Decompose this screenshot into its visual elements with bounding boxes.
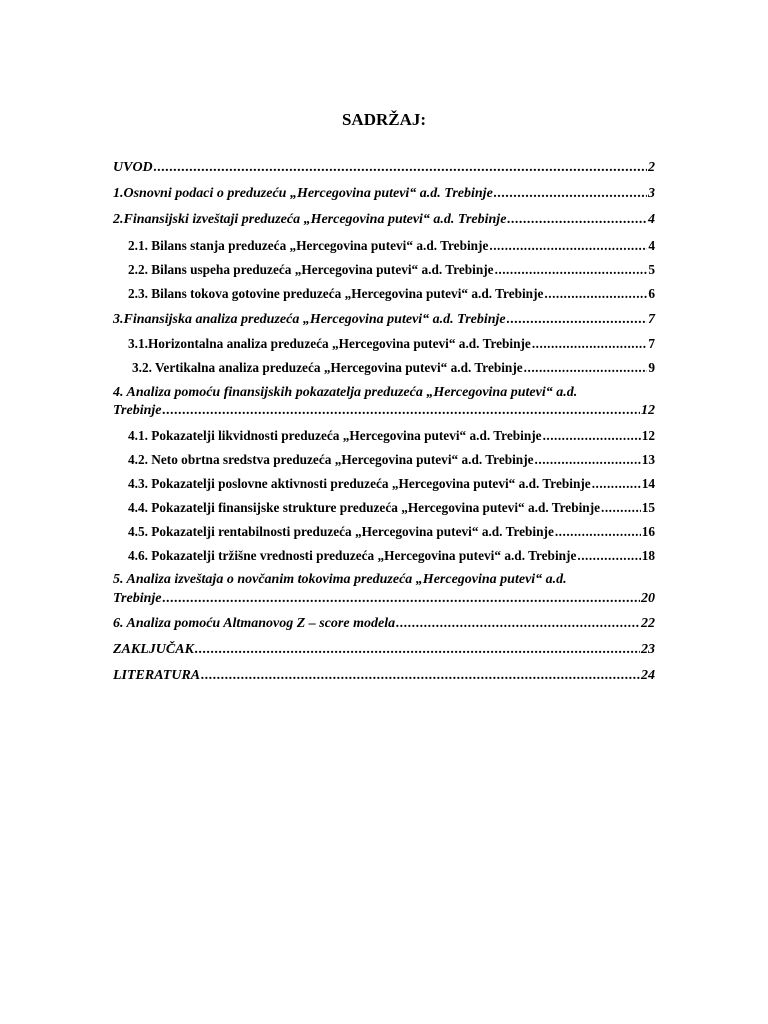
toc-leader-dots	[601, 499, 641, 517]
toc-entry-page: 7	[648, 312, 655, 327]
toc-entry-page: 23	[641, 642, 655, 657]
toc-leader-dots	[532, 335, 648, 353]
toc-entry-title: 4.3. Pokazatelji poslovne aktivnosti preduzeća „Hercegovina putevi“ a.d. Trebinje	[128, 476, 591, 491]
toc-entry-4-2[interactable]	[128, 451, 655, 469]
toc-entry-title: 4.2. Neto obrtna sredstva preduzeća „Hercegovina putevi“ a.d. Trebinje	[128, 452, 534, 467]
toc-entry-title: 4.4. Pokazatelji finansijske strukture preduzeća „Hercegovina putevi“ a.d. Trebinje	[128, 500, 601, 515]
page-title: SADRŽAJ:	[341, 110, 427, 129]
toc-entry-literatura[interactable]	[113, 667, 655, 685]
toc-leader-dots	[396, 615, 640, 633]
toc-entry-page: 15	[641, 500, 655, 515]
toc-entry-5-title-line1[interactable]: 5. Analiza izveštaja o novčanim tokovima preduzeća „Hercegovina putevi“ a.d.	[113, 572, 567, 587]
toc-entry-page: 22	[641, 616, 655, 631]
toc-leader-dots	[201, 667, 640, 685]
toc-entry-3[interactable]	[113, 311, 655, 329]
toc-entry-page: 12	[641, 403, 655, 418]
toc-entry-page: 13	[641, 452, 655, 467]
toc-entry-title: Trebinje	[113, 403, 162, 418]
toc-leader-dots	[162, 402, 640, 420]
toc-entry-5[interactable]	[113, 590, 655, 608]
toc-entry-2-2[interactable]	[128, 261, 655, 279]
toc-entry-title: 4.5. Pokazatelji rentabilnosti preduzeća „Hercegovina putevi“ a.d. Trebinje	[128, 524, 554, 539]
toc-entry-title: 2.Finansijski izveštaji preduzeća „Hercegovina putevi“ a.d. Trebinje	[113, 212, 507, 227]
toc-leader-dots	[544, 285, 647, 303]
toc-leader-dots	[507, 311, 647, 329]
toc-entry-4-title-line1[interactable]: 4. Analiza pomoću finansijskih pokazatelja preduzeća „Hercegovina putevi“ a.d.	[113, 385, 578, 400]
toc-entry-page: 24	[641, 668, 655, 683]
toc-leader-dots	[507, 211, 647, 229]
toc-leader-dots	[494, 185, 647, 203]
toc-entry-4-6[interactable]	[128, 547, 655, 565]
toc-leader-dots	[154, 159, 647, 177]
toc-entry-6[interactable]	[113, 615, 655, 633]
toc-leader-dots	[195, 641, 640, 659]
toc-leader-dots	[543, 427, 641, 445]
toc-entry-page: 18	[641, 548, 655, 563]
toc-entry-4-5[interactable]	[128, 523, 655, 541]
toc-entry-title: 4.6. Pokazatelji tržišne vrednosti preduzeća „Hercegovina putevi“ a.d. Trebinje	[128, 548, 577, 563]
toc-entry-page: 14	[641, 476, 655, 491]
toc-entry-4-3[interactable]	[128, 475, 655, 493]
toc-entry-3-2[interactable]	[132, 359, 655, 377]
toc-entry-title: 3.1.Horizontalna analiza preduzeća „Hercegovina putevi“ a.d. Trebinje	[128, 336, 531, 351]
toc-entry-4-4[interactable]	[128, 499, 655, 517]
toc-entry-2-1[interactable]	[128, 237, 655, 255]
toc-entry-title: 4.1. Pokazatelji likvidnosti preduzeća „Hercegovina putevi“ a.d. Trebinje	[128, 428, 542, 443]
toc-entry-page: 2	[648, 160, 655, 175]
toc-entry-1[interactable]	[113, 185, 655, 203]
toc-entry-title: 2.3. Bilans tokova gotovine preduzeća „Hercegovina putevi“ a.d. Trebinje	[128, 286, 544, 301]
toc-entry-title: 2.2. Bilans uspeha preduzeća „Hercegovina putevi“ a.d. Trebinje	[128, 262, 494, 277]
toc-entry-4-1[interactable]	[128, 427, 655, 445]
toc-entry-page: 6	[648, 286, 655, 301]
toc-entry-zakljucak[interactable]	[113, 641, 655, 659]
toc-leader-dots	[592, 475, 641, 493]
toc-leader-dots	[495, 261, 648, 279]
toc-entry-page: 4	[648, 212, 655, 227]
toc-entry-2-3[interactable]	[128, 285, 655, 303]
toc-entry-title: LITERATURA	[113, 668, 201, 683]
toc-leader-dots	[524, 359, 648, 377]
toc-leader-dots	[489, 237, 647, 255]
toc-entry-uvod[interactable]	[113, 159, 655, 177]
toc-entry-title: 1.Osnovni podaci o preduzeću „Hercegovina putevi“ a.d. Trebinje	[113, 186, 493, 201]
toc-leader-dots	[555, 523, 641, 541]
toc-entry-page: 5	[648, 262, 655, 277]
toc-entry-title: 2.1. Bilans stanja preduzeća „Hercegovina putevi“ a.d. Trebinje	[128, 238, 489, 253]
toc-entry-page: 3	[648, 186, 655, 201]
toc-entry-page: 7	[648, 336, 655, 351]
toc-leader-dots	[535, 451, 641, 469]
toc-leader-dots	[577, 547, 640, 565]
toc-entry-4[interactable]	[113, 402, 655, 420]
toc-entry-page: 4	[648, 238, 655, 253]
toc-entry-title: UVOD	[113, 160, 153, 175]
toc-entry-page: 16	[641, 524, 655, 539]
toc-entry-title: 6. Analiza pomoću Altmanovog Z – score modela	[113, 616, 396, 631]
toc-entry-3-1[interactable]	[128, 335, 655, 353]
toc-entry-page: 12	[641, 428, 655, 443]
toc-entry-title: 3.Finansijska analiza preduzeća „Hercegovina putevi“ a.d. Trebinje	[113, 312, 506, 327]
toc-leader-dots	[162, 590, 640, 608]
toc-entry-page: 9	[648, 360, 655, 375]
toc-entry-title: 3.2. Vertikalna analiza preduzeća „Hercegovina putevi“ a.d. Trebinje	[132, 360, 523, 375]
toc-entry-2[interactable]	[113, 211, 655, 229]
toc-entry-title: Trebinje	[113, 591, 162, 606]
toc-entry-title: ZAKLJUČAK	[113, 642, 194, 657]
toc-entry-page: 20	[641, 591, 655, 606]
